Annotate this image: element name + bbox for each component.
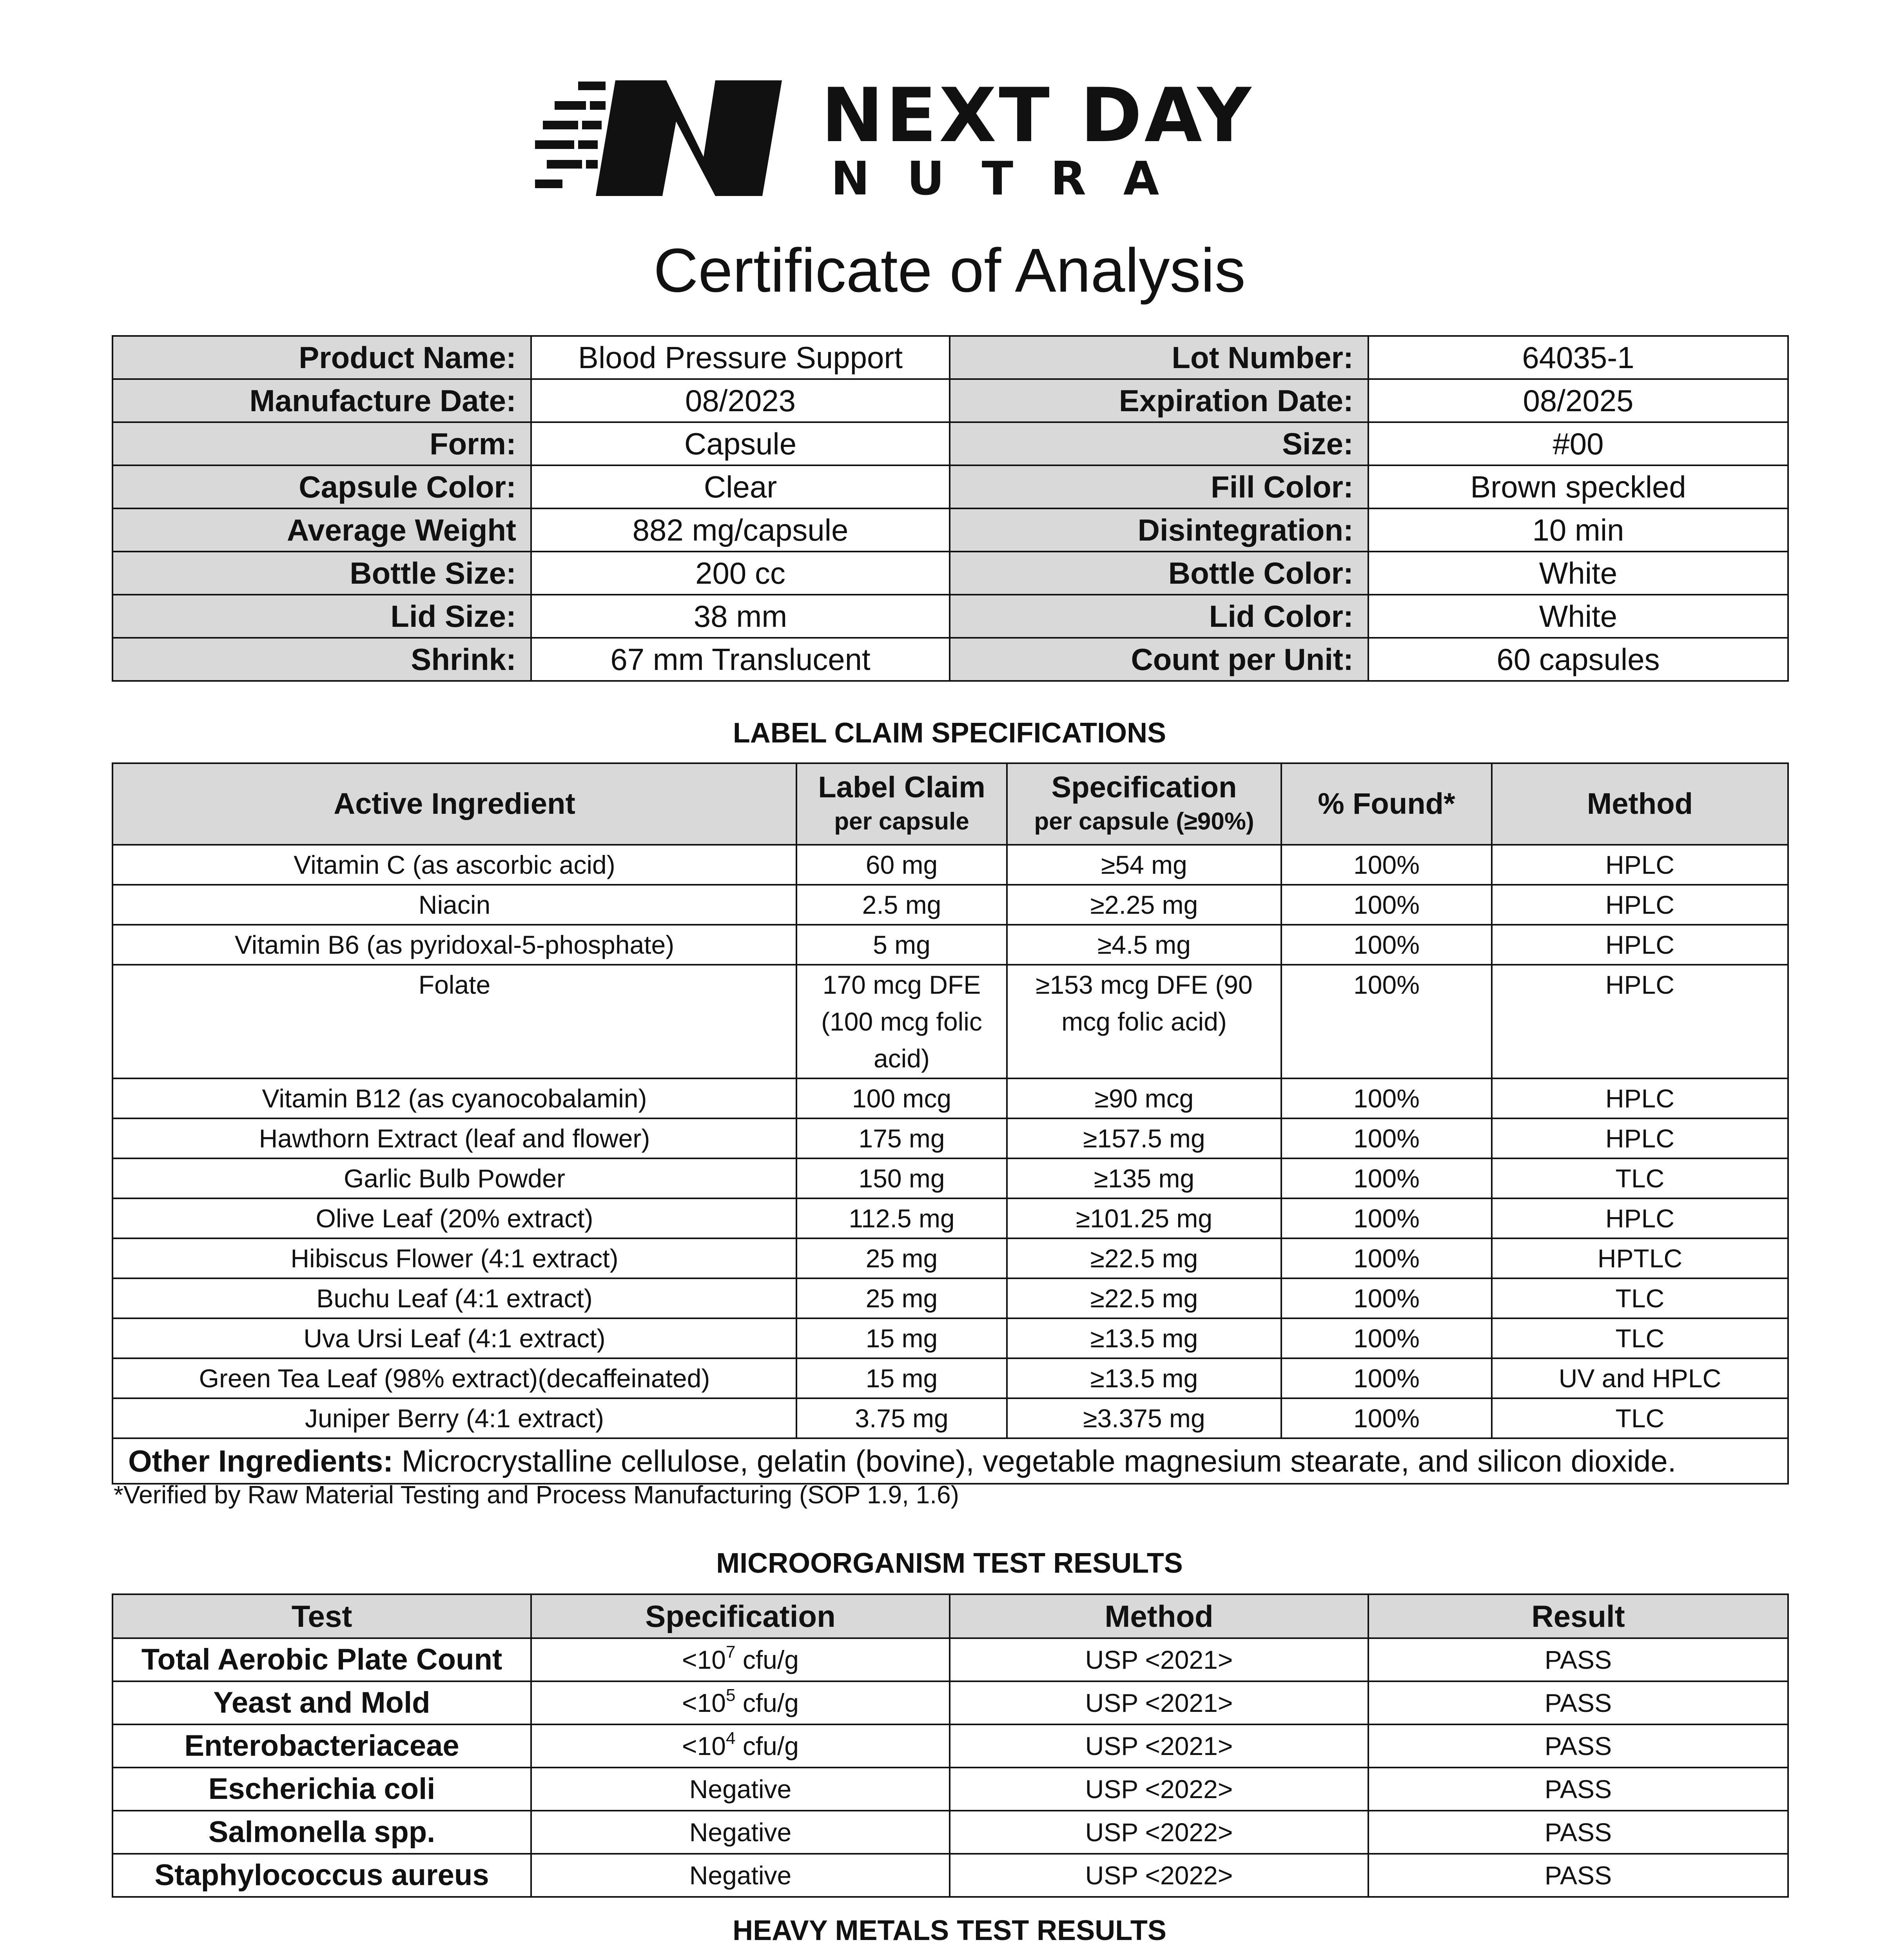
label-claim-value: 112.5 mg: [796, 1198, 1007, 1238]
label-claim-value: 170 mcg DFE (100 mcg folic acid): [796, 965, 1007, 1078]
metals-title: HEAVY METALS TEST RESULTS: [733, 1915, 1166, 1946]
ingredient-name: Uva Ursi Leaf (4:1 extract): [112, 1318, 796, 1358]
percent-found-value: 100%: [1281, 1158, 1492, 1198]
info-row: [112, 552, 1788, 595]
micro-test-name: Escherichia coli: [112, 1768, 531, 1811]
info-value: 200 cc: [531, 552, 950, 595]
other-ingredients-text: Microcrystalline cellulose, gelatin (bovine), vegetable magnesium stearate, and silicon dioxide.: [393, 1444, 1676, 1478]
percent-found-value: 100%: [1281, 1078, 1492, 1118]
label-claim-header-row: [112, 763, 1788, 845]
micro-specification: [531, 1854, 950, 1897]
spec-exponent: 7: [726, 1642, 736, 1662]
ingredient-row: [112, 1118, 1788, 1158]
micro-specification: [531, 1724, 950, 1768]
info-row: [112, 379, 1788, 422]
micro-result: PASS: [1368, 1681, 1788, 1724]
percent-found-value: 100%: [1281, 885, 1492, 925]
info-value: 60 capsules: [1368, 638, 1788, 681]
micro-method: USP <2022>: [950, 1854, 1368, 1897]
specification-value: ≥13.5 mg: [1007, 1358, 1281, 1398]
ingredient-name: Vitamin C (as ascorbic acid): [112, 845, 796, 885]
info-label: Average Weight: [112, 508, 531, 552]
micro-header-row: [112, 1594, 1788, 1638]
micro-row: [112, 1811, 1788, 1854]
method-value: HPLC: [1492, 925, 1788, 965]
company-logo: [531, 74, 1374, 204]
spec-exponent: 5: [726, 1686, 736, 1705]
method-value: HPLC: [1492, 965, 1788, 1078]
micro-row: [112, 1854, 1788, 1897]
label-claim-value: 60 mg: [796, 845, 1007, 885]
ingredient-name: Hibiscus Flower (4:1 extract): [112, 1238, 796, 1278]
micro-method: USP <2021>: [950, 1724, 1368, 1768]
micro-test-name: Yeast and Mold: [112, 1681, 531, 1724]
ingredient-name: Niacin: [112, 885, 796, 925]
micro-title: MICROORGANISM TEST RESULTS: [716, 1548, 1183, 1579]
ingredient-name: Garlic Bulb Powder: [112, 1158, 796, 1198]
micro-row: [112, 1724, 1788, 1768]
percent-found-value: 100%: [1281, 1398, 1492, 1438]
ingredient-row: [112, 1078, 1788, 1118]
micro-result: PASS: [1368, 1854, 1788, 1897]
micro-result: PASS: [1368, 1811, 1788, 1854]
info-row: [112, 638, 1788, 681]
method-value: TLC: [1492, 1318, 1788, 1358]
info-label: Form:: [112, 422, 531, 465]
info-value: Capsule: [531, 422, 950, 465]
method-value: HPLC: [1492, 845, 1788, 885]
micro-col-specification: Specification: [531, 1594, 950, 1638]
info-label: Lid Color:: [950, 595, 1368, 638]
micro-specification: [531, 1638, 950, 1681]
info-value: #00: [1368, 422, 1788, 465]
specification-value: ≥135 mg: [1007, 1158, 1281, 1198]
specification-value: ≥4.5 mg: [1007, 925, 1281, 965]
micro-test-name: Total Aerobic Plate Count: [112, 1638, 531, 1681]
info-value: 08/2023: [531, 379, 950, 422]
label-claim-value: 5 mg: [796, 925, 1007, 965]
info-label: Disintegration:: [950, 508, 1368, 552]
info-row: [112, 422, 1788, 465]
method-value: TLC: [1492, 1278, 1788, 1318]
col-label-claim: Label Claim per capsule: [796, 763, 1007, 845]
specification-value: ≥54 mg: [1007, 845, 1281, 885]
ingredient-row: [112, 1358, 1788, 1398]
method-value: TLC: [1492, 1158, 1788, 1198]
ingredient-name: Green Tea Leaf (98% extract)(decaffeinated): [112, 1358, 796, 1398]
ingredient-name: Juniper Berry (4:1 extract): [112, 1398, 796, 1438]
info-row: [112, 595, 1788, 638]
info-label: Shrink:: [112, 638, 531, 681]
col-specification: Specification per capsule (≥90%): [1007, 763, 1281, 845]
micro-result: PASS: [1368, 1724, 1788, 1768]
spec-base: Negative: [689, 1818, 792, 1847]
method-value: UV and HPLC: [1492, 1358, 1788, 1398]
label-claim-title: LABEL CLAIM SPECIFICATIONS: [733, 717, 1166, 749]
percent-found-value: 100%: [1281, 1198, 1492, 1238]
label-claim-value: 3.75 mg: [796, 1398, 1007, 1438]
percent-found-value: 100%: [1281, 1118, 1492, 1158]
spec-base: <10: [682, 1645, 726, 1674]
micro-col-test: Test: [112, 1594, 531, 1638]
ingredient-row: [112, 1198, 1788, 1238]
ingredient-row: [112, 1398, 1788, 1438]
label-claim-value: 15 mg: [796, 1358, 1007, 1398]
info-label: Bottle Size:: [112, 552, 531, 595]
label-claim-value: 25 mg: [796, 1238, 1007, 1278]
info-value: 64035-1: [1368, 336, 1788, 379]
ingredient-row: [112, 885, 1788, 925]
info-label: Expiration Date:: [950, 379, 1368, 422]
col-percent-found: % Found*: [1281, 763, 1492, 845]
info-value: White: [1368, 595, 1788, 638]
spec-base: <10: [682, 1731, 726, 1760]
info-row: [112, 508, 1788, 552]
micro-test-name: Staphylococcus aureus: [112, 1854, 531, 1897]
label-claim-value: 25 mg: [796, 1278, 1007, 1318]
micro-row: [112, 1638, 1788, 1681]
specification-value: ≥13.5 mg: [1007, 1318, 1281, 1358]
ingredient-row: [112, 845, 1788, 885]
info-value: 08/2025: [1368, 379, 1788, 422]
info-label: Count per Unit:: [950, 638, 1368, 681]
method-value: HPLC: [1492, 1078, 1788, 1118]
specification-value: ≥157.5 mg: [1007, 1118, 1281, 1158]
label-claim-value: 150 mg: [796, 1158, 1007, 1198]
info-label: Lot Number:: [950, 336, 1368, 379]
info-label: Manufacture Date:: [112, 379, 531, 422]
spec-base: Negative: [689, 1861, 792, 1890]
specification-value: ≥22.5 mg: [1007, 1278, 1281, 1318]
info-value: White: [1368, 552, 1788, 595]
micro-results-table: [112, 1593, 1789, 1898]
percent-found-value: 100%: [1281, 845, 1492, 885]
micro-specification: [531, 1681, 950, 1724]
specification-value: ≥90 mcg: [1007, 1078, 1281, 1118]
brand-subname: NUTRA: [831, 151, 1197, 205]
micro-method: USP <2022>: [950, 1768, 1368, 1811]
label-claim-table: [112, 762, 1789, 1485]
label-claim-value: 175 mg: [796, 1118, 1007, 1158]
micro-specification: [531, 1811, 950, 1854]
ingredient-name: Hawthorn Extract (leaf and flower): [112, 1118, 796, 1158]
info-label: Fill Color:: [950, 465, 1368, 508]
info-label: Size:: [950, 422, 1368, 465]
method-value: HPTLC: [1492, 1238, 1788, 1278]
percent-found-value: 100%: [1281, 1278, 1492, 1318]
specification-value: ≥2.25 mg: [1007, 885, 1281, 925]
col-method: Method: [1492, 763, 1788, 845]
spec-unit: cfu/g: [735, 1731, 799, 1760]
specification-value: ≥3.375 mg: [1007, 1398, 1281, 1438]
speed-n-logo-icon: [531, 74, 790, 204]
info-value: 882 mg/capsule: [531, 508, 950, 552]
info-value: Brown speckled: [1368, 465, 1788, 508]
info-value: Blood Pressure Support: [531, 336, 950, 379]
product-info-table: [112, 335, 1789, 682]
micro-test-name: Enterobacteriaceae: [112, 1724, 531, 1768]
ingredient-name: Olive Leaf (20% extract): [112, 1198, 796, 1238]
info-label: Lid Size:: [112, 595, 531, 638]
method-value: HPLC: [1492, 1118, 1788, 1158]
ingredient-name: Vitamin B12 (as cyanocobalamin): [112, 1078, 796, 1118]
label-claim-value: 2.5 mg: [796, 885, 1007, 925]
method-value: TLC: [1492, 1398, 1788, 1438]
micro-row: [112, 1681, 1788, 1724]
ingredient-row: [112, 965, 1788, 1078]
micro-row: [112, 1768, 1788, 1811]
method-value: HPLC: [1492, 1198, 1788, 1238]
method-value: HPLC: [1492, 885, 1788, 925]
verification-footnote: *Verified by Raw Material Testing and Process Manufacturing (SOP 1.9, 1.6): [114, 1481, 959, 1509]
specification-value: ≥153 mcg DFE (90 mcg folic acid): [1007, 965, 1281, 1078]
micro-specification: [531, 1768, 950, 1811]
ingredient-row: [112, 1278, 1788, 1318]
micro-col-method: Method: [950, 1594, 1368, 1638]
ingredient-name: Folate: [112, 965, 796, 1078]
percent-found-value: 100%: [1281, 1318, 1492, 1358]
percent-found-value: 100%: [1281, 1238, 1492, 1278]
spec-exponent: 4: [726, 1729, 736, 1748]
micro-method: USP <2022>: [950, 1811, 1368, 1854]
info-value: 38 mm: [531, 595, 950, 638]
label-claim-value: 15 mg: [796, 1318, 1007, 1358]
ingredient-name: Vitamin B6 (as pyridoxal-5-phosphate): [112, 925, 796, 965]
info-value: Clear: [531, 465, 950, 508]
micro-col-result: Result: [1368, 1594, 1788, 1638]
info-value: 10 min: [1368, 508, 1788, 552]
micro-test-name: Salmonella spp.: [112, 1811, 531, 1854]
document-title: Certificate of Analysis: [653, 236, 1246, 305]
specification-value: ≥22.5 mg: [1007, 1238, 1281, 1278]
percent-found-value: 100%: [1281, 965, 1492, 1078]
info-value: 67 mm Translucent: [531, 638, 950, 681]
spec-base: <10: [682, 1688, 726, 1717]
percent-found-value: 100%: [1281, 925, 1492, 965]
spec-unit: cfu/g: [735, 1688, 799, 1717]
label-claim-value: 100 mcg: [796, 1078, 1007, 1118]
ingredient-row: [112, 1318, 1788, 1358]
spec-base: Negative: [689, 1775, 792, 1804]
ingredient-name: Buchu Leaf (4:1 extract): [112, 1278, 796, 1318]
info-row: [112, 465, 1788, 508]
percent-found-value: 100%: [1281, 1358, 1492, 1398]
other-ingredients-label: Other Ingredients:: [128, 1444, 394, 1478]
micro-result: PASS: [1368, 1638, 1788, 1681]
micro-method: USP <2021>: [950, 1681, 1368, 1724]
spec-unit: cfu/g: [735, 1645, 799, 1674]
specification-value: ≥101.25 mg: [1007, 1198, 1281, 1238]
brand-name: NEXT DAY: [821, 72, 1254, 159]
info-label: Product Name:: [112, 336, 531, 379]
info-label: Capsule Color:: [112, 465, 531, 508]
micro-method: USP <2021>: [950, 1638, 1368, 1681]
info-label: Bottle Color:: [950, 552, 1368, 595]
info-row: [112, 336, 1788, 379]
micro-result: PASS: [1368, 1768, 1788, 1811]
col-active-ingredient: Active Ingredient: [112, 763, 796, 845]
ingredient-row: [112, 925, 1788, 965]
ingredient-row: [112, 1238, 1788, 1278]
ingredient-row: [112, 1158, 1788, 1198]
